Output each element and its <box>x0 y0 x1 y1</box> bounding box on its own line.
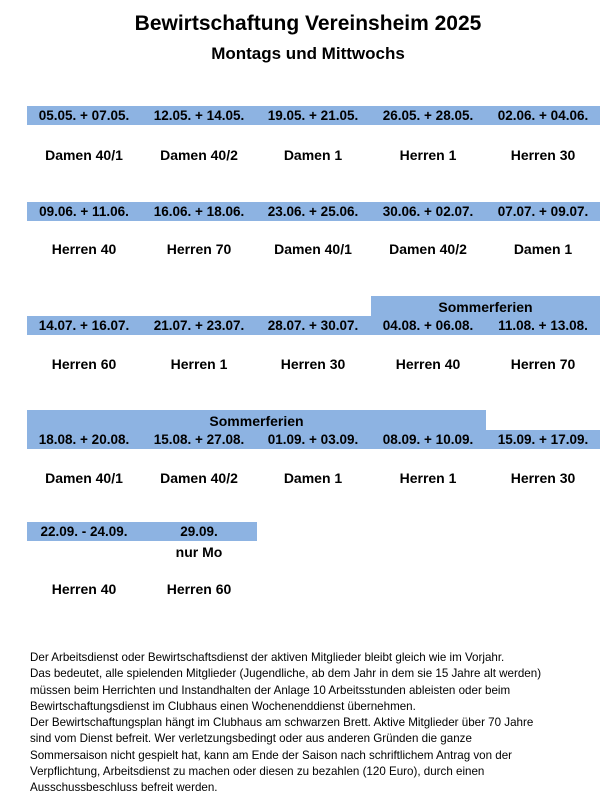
team-cell: Damen 40/2 <box>389 241 467 257</box>
team-cell: Herren 40 <box>51 581 117 597</box>
date-cell: 18.08. + 20.08. <box>38 432 130 447</box>
date-cell: 15.08. + 27.08. <box>153 432 245 447</box>
team-cell: Damen 40/1 <box>45 470 123 486</box>
date-cell: 12.05. + 14.05. <box>153 108 245 123</box>
team-cell: Herren 30 <box>510 470 576 486</box>
footer-line: Sommersaison nicht gespielt hat, kann am Ende der Saison nach schriftlichem Antrag von der <box>30 748 513 762</box>
team-cell: Damen 40/1 <box>274 241 352 257</box>
team-cell: Herren 1 <box>170 356 228 372</box>
date-cell: 02.06. + 04.06. <box>497 108 589 123</box>
date-cell: 09.06. + 11.06. <box>39 204 129 219</box>
date-cell: 05.05. + 07.05. <box>38 108 130 123</box>
team-cell: Herren 60 <box>51 356 117 372</box>
date-cell: 08.09. + 10.09. <box>382 432 474 447</box>
date-cell: 14.07. + 16.07. <box>38 318 130 333</box>
footer-line: Das bedeutet, alle spielenden Mitglieder (Jugendliche, ab dem Jahr in dem sie 15 Jahre alt werden) <box>30 667 542 681</box>
holiday-label: Sommerferien <box>209 413 304 429</box>
team-cell: Damen 40/2 <box>160 147 238 163</box>
holiday-band <box>371 296 600 316</box>
footer-line: Bewirtschaftungsdienst im Clubhaus einen Wochenenddienst übernehmen. <box>30 699 416 713</box>
footer-line: müssen beim Herrichten und Instandhalten der Anlage 10 Arbeitsstunden ableisten oder beim <box>30 683 511 697</box>
footer-notes <box>30 650 590 797</box>
date-cell: 19.05. + 21.05. <box>267 108 359 123</box>
date-cell: 29.09. <box>180 524 218 539</box>
holiday-label: Sommerferien <box>438 299 533 315</box>
holiday-band <box>27 410 486 430</box>
page-title: Bewirtschaftung Vereinsheim 2025 <box>134 12 482 35</box>
footer-line: Der Arbeitsdienst oder Bewirtschaftsdienst der aktiven Mitglieder bleibt gleich wie im Vorjahr. <box>30 651 505 664</box>
team-cell: Damen 40/2 <box>160 470 238 486</box>
team-cell: Herren 70 <box>166 241 232 257</box>
date-note: nur Mo <box>175 544 223 560</box>
team-cell: Herren 1 <box>399 470 457 486</box>
date-cell: 11.08. + 13.08. <box>498 318 588 333</box>
date-cell: 16.06. + 18.06. <box>153 204 245 219</box>
team-cell: Herren 60 <box>166 581 232 597</box>
team-cell: Herren 70 <box>510 356 576 372</box>
team-cell: Herren 30 <box>510 147 576 163</box>
date-cell: 28.07. + 30.07. <box>267 318 359 333</box>
footer-line: Ausschussbeschluss befreit werden. <box>30 781 218 795</box>
team-cell: Damen 40/1 <box>45 147 123 163</box>
footer-line: sind vom Dienst befreit. Wer verletzungsbedingt oder aus anderen Gründen die ganze <box>30 732 472 746</box>
date-cell: 04.08. + 06.08. <box>382 318 474 333</box>
footer-line: Verpflichtung, Arbeitsdienst zu machen oder diesen zu bezahlen (120 Euro), durch einen <box>30 765 485 779</box>
date-cell: 26.05. + 28.05. <box>382 108 474 123</box>
date-cell: 01.09. + 03.09. <box>267 432 359 447</box>
page-subtitle: Montags und Mittwochs <box>211 44 405 63</box>
team-cell: Herren 40 <box>395 356 461 372</box>
team-cell: Herren 30 <box>280 356 346 372</box>
team-cell: Damen 1 <box>513 241 573 257</box>
date-cell: 22.09. - 24.09. <box>40 524 128 539</box>
team-cell: Herren 1 <box>399 147 457 163</box>
date-cell: 15.09. + 17.09. <box>497 432 589 447</box>
date-cell: 30.06. + 02.07. <box>382 204 474 219</box>
date-cell: 07.07. + 09.07. <box>497 204 589 219</box>
date-cell: 21.07. + 23.07. <box>153 318 245 333</box>
team-cell: Damen 1 <box>283 470 343 486</box>
footer-line: Der Bewirtschaftungsplan hängt im Clubhaus am schwarzen Brett. Aktive Mitglieder über 70 Jahre <box>30 716 534 730</box>
team-cell: Damen 1 <box>283 147 343 163</box>
team-cell: Herren 40 <box>51 241 117 257</box>
date-cell: 23.06. + 25.06. <box>267 204 359 219</box>
